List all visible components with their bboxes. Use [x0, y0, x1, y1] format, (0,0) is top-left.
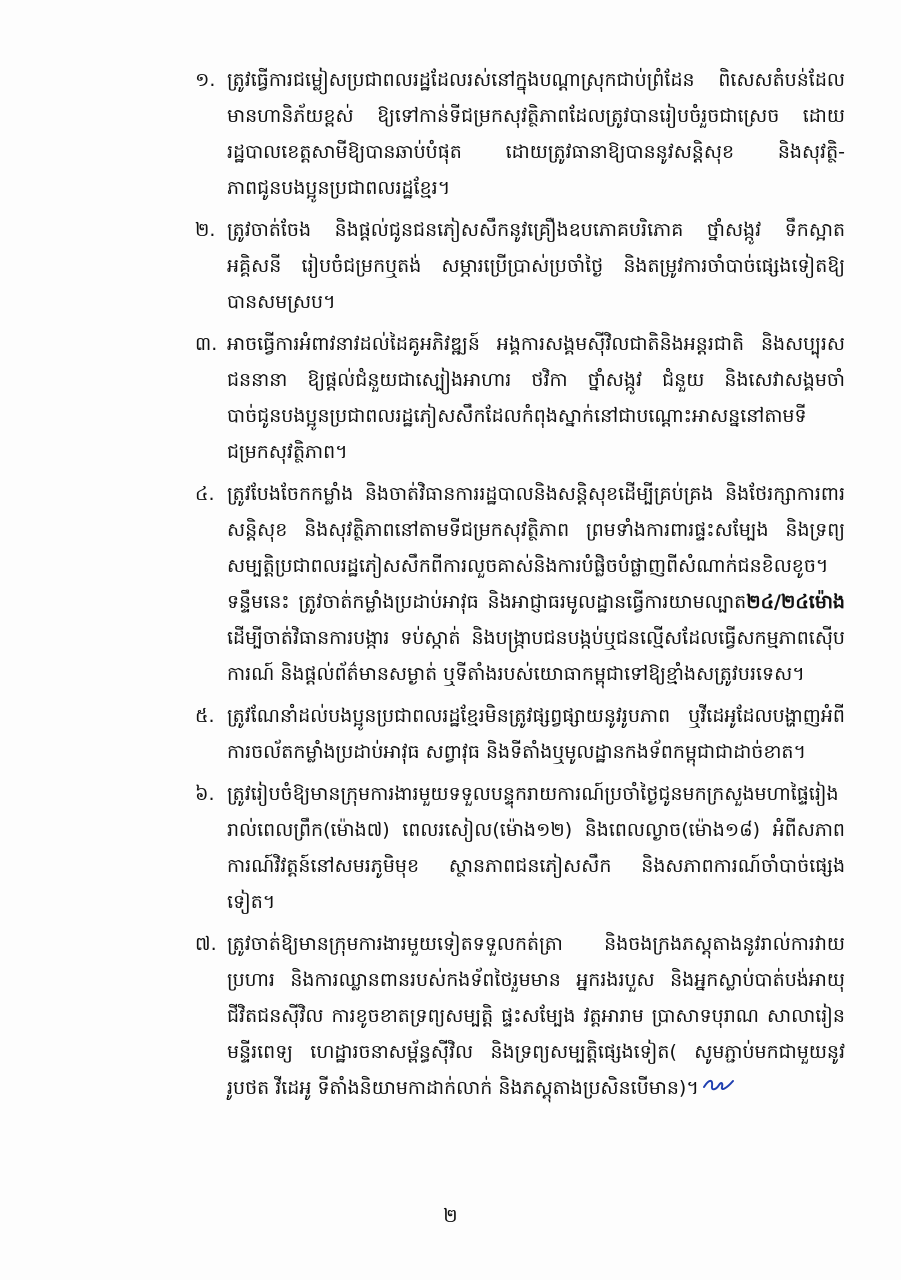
list-item-4: [195, 476, 845, 692]
list-item-text: [227, 926, 845, 1107]
page-number: ២: [443, 1205, 458, 1227]
list-item-number: ៤.: [195, 483, 215, 505]
list-item-6: [195, 776, 845, 920]
list-item-text-bold: ២៤/២៤ម៉ោង: [746, 591, 845, 613]
list-item-number: ៣.: [195, 333, 218, 355]
list-item-1: [195, 62, 845, 206]
list-item-2: [195, 212, 845, 320]
list-item-text-start: ត្រូវបែងចែកកម្លាំង និងចាត់វិធានការរដ្ឋបាលនិងសន្តិសុខដើម្បីគ្រប់គ្រង និងថែរក្សាការពារសន្តិសុខ និងសុវត្ថិភាពនៅតាមទីជម្រកសុវត្ថិភាព ព្រមទាំងការពារផ្ទះសម្បែង និងទ្រព្យសម្បត្តិប្រជាពលរដ្ឋភៀសសឹកពីការលួចគាស់និងការបំផ្លិចបំផ្លាញពីសំណាក់ជនខិលខូច។ ទន្ទឹមនេះ ត្រូវចាត់កម្លាំងប្រដាប់អាវុធ និងអាជ្ញាធរមូលដ្ឋានធ្វើការយាមល្បាត: [227, 483, 845, 613]
list-item-text-body: ត្រូវចាត់ឱ្យមានក្រុមការងារមួយទៀតទទួលកត់ត្រា និងចងក្រងភស្តុតាងនូវរាល់ការវាយប្រហារ និងការឈ្លានពានរបស់កងទ័ពថៃរួមមាន អ្នករងរបួស និងអ្នកស្លាប់បាត់បង់អាយុជីវិតជនស៊ីវិល ការខូចខាតទ្រព្យសម្បត្តិ ផ្ទះសម្បែង វត្តអារាម ប្រាសាទបុរាណ សាលារៀន មន្ទីរពេទ្យ ហេដ្ឋារចនាសម្ព័ន្ធស៊ីវិល និងទ្រព្យសម្បត្តិផ្សេងទៀត( សូមភ្ជាប់មកជាមួយនូវរូបថត វីដេអូ ទីតាំងនិយាមកាដាក់លាក់ និងភស្តុតាងប្រសិនបើមាន)។: [227, 933, 845, 1099]
list-item-number: ៧.: [195, 933, 217, 955]
list-item-text-end: ដើម្បីចាត់វិធានការបង្ការ ទប់ស្កាត់ និងបង្ក្រាបជនបង្កប់ឬជនល្មើសដែលធ្វើសកម្មភាពស៊ើបការណ៍ និងផ្តល់ព័ត៌មានសម្ងាត់ ឬទីតាំងរបស់យោធាកម្ពុជាទៅឱ្យខ្មាំងសត្រូវបរទេស។: [227, 627, 845, 685]
list-item-3: [195, 326, 845, 470]
list-item-text: ត្រូវរៀបចំឱ្យមានក្រុមការងារមួយទទួលបន្ទុករាយការណ៍ប្រចាំថ្ងៃជូនមកក្រសួងមហាផ្ទៃរៀងរាល់ពេលព្រឹក(ម៉ោង៧) ពេលរសៀល(ម៉ោង១២) និងពេលល្ងាច(ម៉ោង១៨) អំពីសភាពការណ៍វិវត្តន៍នៅសមរភូមិមុខ ស្ថានភាពជនភៀសសឹក និងសភាពការណ៍ចាំបាច់ផ្សេងទៀត។: [227, 783, 845, 913]
list-item-5: [195, 698, 845, 770]
list-item-text: អាចធ្វើការអំពាវនាវដល់ដៃគូអភិវឌ្ឍន៍ អង្គការសង្គមស៊ីវិលជាតិនិងអន្តរជាតិ និងសប្បុរសជននានា ឱ្យផ្តល់ជំនួយជាស្បៀងអាហារ ថវិកា ថ្នាំសង្កូវ ជំនួយ និងសេវាសង្គមចាំបាច់ជូនបងប្អូនប្រជាពលរដ្ឋភៀសសឹកដែលកំពុងស្នាក់នៅជាបណ្ដោះអាសន្ននៅតាមទីជម្រកសុវត្ថិភាព។: [227, 333, 845, 463]
list-item-text: ត្រូវធ្វើការជម្លៀសប្រជាពលរដ្ឋដែលរស់នៅក្នុងបណ្តាស្រុកជាប់ព្រំដែន ពិសេសតំបន់ដែលមានហានិភ័យខ្ពស់ ឱ្យទៅកាន់ទីជម្រកសុវត្ថិភាពដែលត្រូវបានរៀបចំរួចជាស្រេច ដោយរដ្ឋបាលខេត្តសាមីឱ្យបានឆាប់បំផុត ដោយត្រូវធានាឱ្យបាននូវសន្តិសុខ និងសុវត្ថិ-ភាពជូនបងប្អូនប្រជាពលរដ្ឋខ្មែរ។: [227, 69, 845, 199]
list-item-number: ៦.: [195, 783, 215, 805]
list-item-7: [195, 926, 845, 1107]
document-body: [195, 62, 845, 1113]
list-item-text: [227, 476, 845, 692]
list-item-text: ត្រូវណែនាំដល់បងប្អូនប្រជាពលរដ្ឋខ្មែរមិនត្រូវផ្សព្វផ្សាយនូវរូបភាព ឬវីដេអូដែលបង្ហាញអំពីការចល័តកម្លាំងប្រដាប់អាវុធ សព្វាវុធ និងទីតាំងឬមូលដ្ឋានកងទ័ពកម្ពុជាជាដាច់ខាត។: [227, 705, 845, 763]
list-item-number: ១.: [195, 69, 216, 91]
list-item-text: ត្រូវចាត់ចែង និងផ្តល់ជូនជនភៀសសឹកនូវគ្រឿងឧបភោគបរិភោគ ថ្នាំសង្កូវ ទឹកស្អាត អគ្គិសនី រៀបចំជម្រកឬតង់ សម្ភារប្រើប្រាស់ប្រចាំថ្ងៃ និងតម្រូវការចាំបាច់ផ្សេងទៀតឱ្យបានសមស្រប។: [227, 219, 845, 313]
list-item-number: ២.: [195, 219, 216, 241]
initials-signature-icon: [701, 1071, 735, 1107]
list-item-number: ៥.: [195, 705, 215, 727]
